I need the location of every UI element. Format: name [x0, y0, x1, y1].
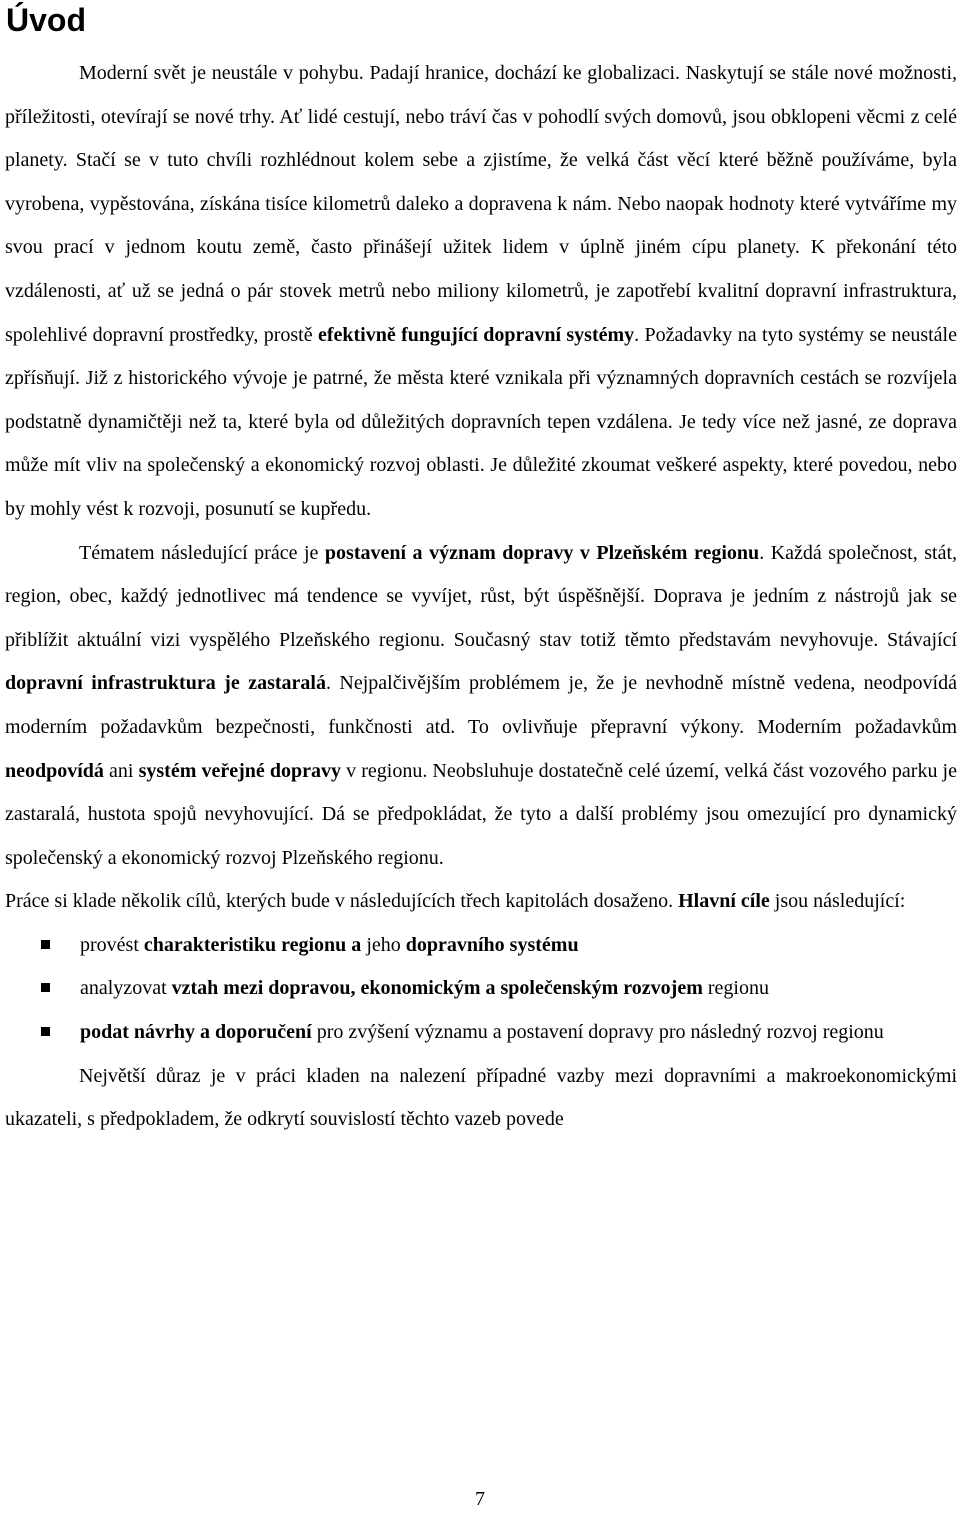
text-span: jeho	[361, 933, 406, 956]
text-span: provést	[80, 933, 144, 956]
bold-span: neodpovídá	[5, 759, 104, 782]
text-span: Práce si klade několik cílů, kterých bude v následujících třech kapitolách dosaženo.	[5, 890, 679, 913]
text-span: . Nejpalčivějším problémem je, že je nevhodně místně vedena, neodpovídá moderním požadavkům bezpečnosti, funkčnosti atd. To ovlivňuje přepravní výkony. Moderním požadavkům	[5, 672, 957, 738]
goals-list	[5, 924, 957, 1055]
bold-span: dopravní infrastruktura je zastaralá	[5, 672, 326, 695]
text-span: Největší důraz je v práci kladen na nalezení případné vazby mezi dopravními a makroekonomickými ukazateli, s předpokladem, že odkrytí souvislostí těchto vazeb povede	[5, 1064, 957, 1131]
text-span: jsou následující:	[769, 890, 906, 913]
text-span: v regionu. Neobsluhuje dostatečně celé území, velká část vozového parku je zastaralá, hustota spojů nevyhovující. Dá se předpokládat, že tyto a další problémy jsou omezující pro dynamický společenský a ekonomický rozvoj Plzeňského regionu.	[5, 759, 957, 869]
paragraph-focus	[5, 1055, 957, 1142]
section-title: Úvod	[6, 2, 86, 38]
list-item	[5, 1011, 957, 1055]
text-span: regionu	[702, 977, 769, 1000]
list-item	[5, 967, 957, 1011]
bold-span: dopravního systému	[405, 933, 579, 956]
text-span: . Každá společnost, stát, region, obec, každý jednotlivec má tendence se vyvíjet, růst, být úspěšnější. Doprava je jedním z nástrojů jak se přiblížit aktuální vizi vyspělého Plzeňského regionu. Současný stav totiž těmto představám nevyhovuje. Stávající	[5, 541, 957, 651]
bold-span: postavení a význam dopravy v Plzeňském regionu	[324, 541, 760, 564]
bold-span: podat návrhy a doporučení	[80, 1021, 312, 1044]
bold-span: Hlavní cíle	[678, 890, 770, 913]
bold-span: efektivně fungující dopravní systémy	[317, 323, 635, 346]
bold-span: charakteristiku regionu a	[143, 933, 362, 956]
body-text	[5, 52, 957, 1142]
text-span: Tématem následující práce je	[79, 541, 325, 564]
bold-span: systém veřejné dopravy	[138, 759, 341, 782]
square-bullet-icon	[41, 940, 50, 949]
text-span: pro zvýšení významu a postavení dopravy pro následný rozvoj regionu	[311, 1021, 884, 1044]
text-span: ani	[103, 759, 139, 782]
paragraph-goals	[5, 880, 957, 924]
text-span: . Požadavky na tyto systémy se neustále zpřísňují. Již z historického vývoje je patrné, že města které vznikala při významných dopravních cestách se rozvíjela podstatně dynamičtěji než ta, které byla od důležitých dopravních tepen vzdálena. Je tedy více než jasné, ze doprava může mít vliv na společenský a ekonomický rozvoj oblasti. Je důležité zkoumat veškeré aspekty, které povedou, nebo by mohly vést k rozvoji, posunutí se kupředu.	[5, 323, 957, 520]
text-span: Moderní svět je neustále v pohybu. Padají hranice, dochází ke globalizaci. Naskytují se stále nové možnosti, příležitosti, otevírají se nové trhy. Ať lidé cestují, nebo tráví čas v pohodlí svých domovů, jsou obklopeni věcmi z celé planety. Stačí se v tuto chvíli rozhlédnout kolem sebe a zjistíme, že velká část věcí které běžně používáme, byla vyrobena, vypěstována, získána tisíce kilometrů daleko a dopravena k nám. Nebo naopak hodnoty které vytváříme my svou prací v jednom koutu země, často přinášejí užitek lidem v úplně jiném cípu planety. K překonání této vzdálenosti, ať už se jedná o pár stovek metrů nebo miliony kilometrů, je zapotřebí kvalitní dopravní infrastruktura, spolehlivé dopravní prostředky, prostě	[5, 62, 957, 346]
square-bullet-icon	[41, 1027, 50, 1036]
square-bullet-icon	[41, 983, 50, 992]
list-item	[5, 924, 957, 968]
paragraph-topic	[5, 532, 957, 881]
page-number: 7	[475, 1488, 485, 1510]
paragraph-intro	[5, 52, 957, 532]
bold-span: vztah mezi dopravou, ekonomickým a společenským rozvojem	[171, 977, 703, 1000]
text-span: analyzovat	[80, 977, 172, 1000]
